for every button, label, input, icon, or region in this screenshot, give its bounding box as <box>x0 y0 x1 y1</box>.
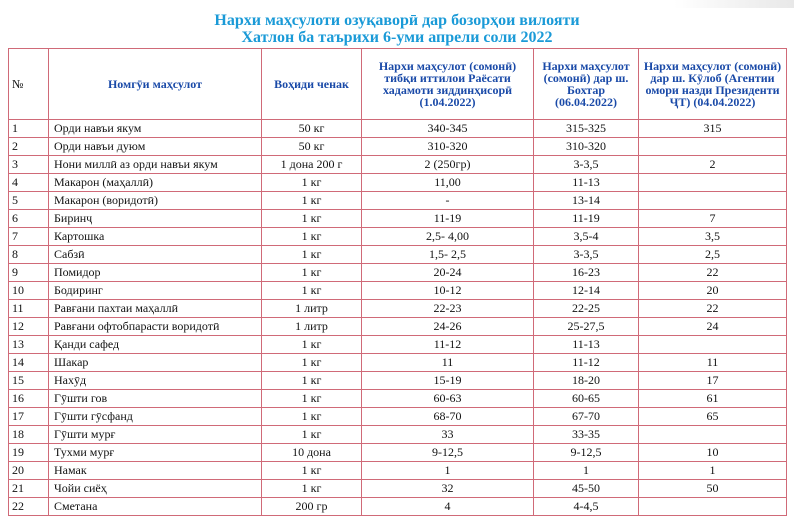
price-3: 10 <box>639 444 787 462</box>
table-row <box>9 498 787 516</box>
price-1: 11,00 <box>362 174 534 192</box>
price-2: 4-4,5 <box>534 498 639 516</box>
price-1: 32 <box>362 480 534 498</box>
price-1: 2,5- 4,00 <box>362 228 534 246</box>
price-1: 15-19 <box>362 372 534 390</box>
table-row <box>9 336 787 354</box>
price-1: 11 <box>362 354 534 372</box>
table-row <box>9 390 787 408</box>
price-3: 22 <box>639 264 787 282</box>
row-number: 12 <box>9 318 49 336</box>
price-2: 3-3,5 <box>534 246 639 264</box>
product-name: Равғани пахтаи маҳаллӣ <box>49 300 262 318</box>
unit: 1 кг <box>262 264 362 282</box>
table-row <box>9 462 787 480</box>
price-1: 340-345 <box>362 120 534 138</box>
table-header-row <box>9 49 787 120</box>
unit: 1 кг <box>262 174 362 192</box>
price-2: 25-27,5 <box>534 318 639 336</box>
unit: 1 кг <box>262 390 362 408</box>
product-name: Макарон (маҳаллӣ) <box>49 174 262 192</box>
unit: 1 литр <box>262 300 362 318</box>
header-name: Номгӯи маҳсулот <box>49 49 262 120</box>
product-name: Гӯшти гӯсфанд <box>49 408 262 426</box>
table-row <box>9 192 787 210</box>
product-name: Сметана <box>49 498 262 516</box>
price-2: 9-12,5 <box>534 444 639 462</box>
row-number: 10 <box>9 282 49 300</box>
table-row <box>9 426 787 444</box>
product-name: Нахӯд <box>49 372 262 390</box>
product-name: Намак <box>49 462 262 480</box>
price-2: 11-13 <box>534 336 639 354</box>
header-price-2: Нархи маҳсулот (сомонӣ) дар ш. Бохтар (06.04.2022) <box>534 49 639 120</box>
product-name: Орди навъи якум <box>49 120 262 138</box>
price-1: 10-12 <box>362 282 534 300</box>
price-3 <box>639 138 787 156</box>
price-3: 11 <box>639 354 787 372</box>
product-name: Тухми мурғ <box>49 444 262 462</box>
unit: 1 кг <box>262 408 362 426</box>
product-name: Гӯшти мурғ <box>49 426 262 444</box>
price-1: - <box>362 192 534 210</box>
row-number: 22 <box>9 498 49 516</box>
price-1: 1,5- 2,5 <box>362 246 534 264</box>
row-number: 18 <box>9 426 49 444</box>
unit: 1 кг <box>262 210 362 228</box>
price-2: 12-14 <box>534 282 639 300</box>
table-row <box>9 354 787 372</box>
price-3: 50 <box>639 480 787 498</box>
unit: 1 кг <box>262 372 362 390</box>
unit: 200 гр <box>262 498 362 516</box>
price-3 <box>639 498 787 516</box>
price-2: 11-13 <box>534 174 639 192</box>
price-2: 11-12 <box>534 354 639 372</box>
row-number: 21 <box>9 480 49 498</box>
price-table <box>8 48 787 516</box>
row-number: 5 <box>9 192 49 210</box>
product-name: Шакар <box>49 354 262 372</box>
row-number: 7 <box>9 228 49 246</box>
price-2: 13-14 <box>534 192 639 210</box>
unit: 1 кг <box>262 480 362 498</box>
price-3: 2 <box>639 156 787 174</box>
price-2: 11-19 <box>534 210 639 228</box>
price-1: 11-12 <box>362 336 534 354</box>
price-3: 315 <box>639 120 787 138</box>
product-name: Гӯшти гов <box>49 390 262 408</box>
table-row <box>9 156 787 174</box>
table-row <box>9 300 787 318</box>
title-line-1: Нархи маҳсулоти озуқаворӣ дар бозорҳои вилояти <box>214 12 580 29</box>
header-price-1: Нархи маҳсулот (сомонӣ) тибқи иттилои Раёсати хадамоти зиддинҳисорӣ (1.04.2022) <box>362 49 534 120</box>
table-row <box>9 282 787 300</box>
unit: 50 кг <box>262 138 362 156</box>
corner-shadow <box>674 0 794 8</box>
unit: 10 дона <box>262 444 362 462</box>
product-name: Чойи сиёҳ <box>49 480 262 498</box>
product-name: Макарон (воридотӣ) <box>49 192 262 210</box>
price-1: 2 (250гр) <box>362 156 534 174</box>
price-3 <box>639 426 787 444</box>
price-2: 1 <box>534 462 639 480</box>
price-2: 3-3,5 <box>534 156 639 174</box>
table-row <box>9 228 787 246</box>
product-name: Равғани офтобпарасти воридотӣ <box>49 318 262 336</box>
row-number: 16 <box>9 390 49 408</box>
table-row <box>9 408 787 426</box>
price-2: 16-23 <box>534 264 639 282</box>
price-1: 33 <box>362 426 534 444</box>
unit: 50 кг <box>262 120 362 138</box>
unit: 1 кг <box>262 336 362 354</box>
unit: 1 кг <box>262 246 362 264</box>
price-3: 65 <box>639 408 787 426</box>
row-number: 4 <box>9 174 49 192</box>
row-number: 1 <box>9 120 49 138</box>
table-row <box>9 480 787 498</box>
table-row <box>9 246 787 264</box>
price-1: 1 <box>362 462 534 480</box>
price-3: 3,5 <box>639 228 787 246</box>
row-number: 14 <box>9 354 49 372</box>
price-2: 33-35 <box>534 426 639 444</box>
price-1: 11-19 <box>362 210 534 228</box>
price-1: 68-70 <box>362 408 534 426</box>
unit: 1 кг <box>262 228 362 246</box>
row-number: 11 <box>9 300 49 318</box>
row-number: 6 <box>9 210 49 228</box>
row-number: 9 <box>9 264 49 282</box>
price-1: 22-23 <box>362 300 534 318</box>
price-3: 1 <box>639 462 787 480</box>
row-number: 17 <box>9 408 49 426</box>
price-2: 310-320 <box>534 138 639 156</box>
row-number: 20 <box>9 462 49 480</box>
unit: 1 дона 200 г <box>262 156 362 174</box>
table-row <box>9 444 787 462</box>
header-num: № <box>9 49 49 120</box>
table-row <box>9 318 787 336</box>
table-row <box>9 120 787 138</box>
price-1: 20-24 <box>362 264 534 282</box>
row-number: 13 <box>9 336 49 354</box>
price-3: 2,5 <box>639 246 787 264</box>
price-3: 61 <box>639 390 787 408</box>
unit: 1 литр <box>262 318 362 336</box>
price-1: 60-63 <box>362 390 534 408</box>
price-2: 67-70 <box>534 408 639 426</box>
unit: 1 кг <box>262 192 362 210</box>
product-name: Бодиринг <box>49 282 262 300</box>
price-1: 310-320 <box>362 138 534 156</box>
row-number: 19 <box>9 444 49 462</box>
unit: 1 кг <box>262 426 362 444</box>
table-row <box>9 138 787 156</box>
product-name: Биринҷ <box>49 210 262 228</box>
price-3: 17 <box>639 372 787 390</box>
price-3 <box>639 336 787 354</box>
price-1: 4 <box>362 498 534 516</box>
price-1: 24-26 <box>362 318 534 336</box>
price-2: 22-25 <box>534 300 639 318</box>
price-2: 3,5-4 <box>534 228 639 246</box>
table-row <box>9 264 787 282</box>
price-3 <box>639 192 787 210</box>
product-name: Орди навъи дуюм <box>49 138 262 156</box>
price-3: 22 <box>639 300 787 318</box>
table-row <box>9 210 787 228</box>
product-name: Қанди сафед <box>49 336 262 354</box>
unit: 1 кг <box>262 282 362 300</box>
price-2: 18-20 <box>534 372 639 390</box>
price-2: 315-325 <box>534 120 639 138</box>
unit: 1 кг <box>262 462 362 480</box>
product-name: Нони миллӣ аз орди навъи якум <box>49 156 262 174</box>
row-number: 2 <box>9 138 49 156</box>
row-number: 3 <box>9 156 49 174</box>
header-price-3: Нархи маҳсулот (сомонӣ) дар ш. Кӯлоб (Агентии омори назди Президенти ҶТ) (04.04.2022) <box>639 49 787 120</box>
unit: 1 кг <box>262 354 362 372</box>
price-3: 20 <box>639 282 787 300</box>
price-3: 7 <box>639 210 787 228</box>
table-row <box>9 372 787 390</box>
header-unit: Воҳиди ченак <box>262 49 362 120</box>
row-number: 15 <box>9 372 49 390</box>
row-number: 8 <box>9 246 49 264</box>
price-2: 45-50 <box>534 480 639 498</box>
price-2: 60-65 <box>534 390 639 408</box>
price-3 <box>639 174 787 192</box>
price-3: 24 <box>639 318 787 336</box>
title-line-2: Хатлон ба таърихи 6-уми апрели соли 2022 <box>241 29 553 46</box>
page-title <box>0 12 794 46</box>
product-name: Картошка <box>49 228 262 246</box>
price-1: 9-12,5 <box>362 444 534 462</box>
product-name: Помидор <box>49 264 262 282</box>
table-row <box>9 174 787 192</box>
product-name: Сабзӣ <box>49 246 262 264</box>
